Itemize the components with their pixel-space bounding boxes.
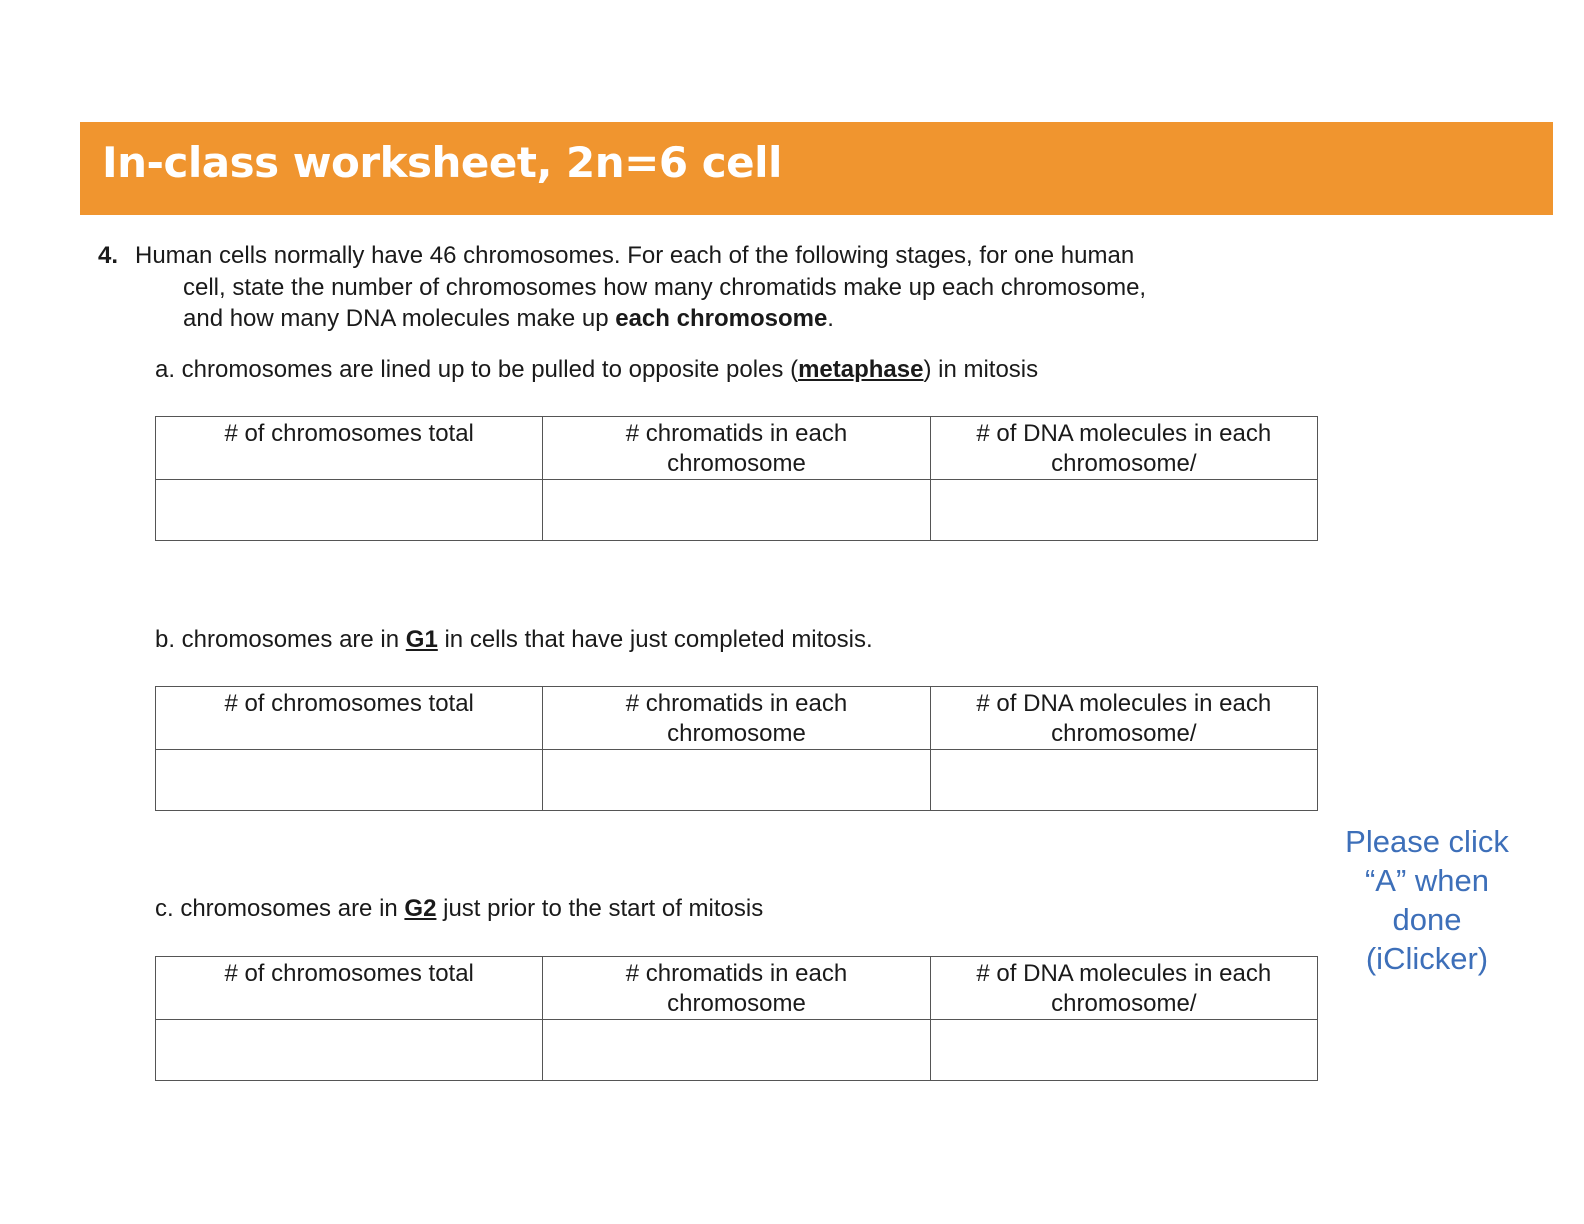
header-chromosomes-total: # of chromosomes total <box>156 957 543 1020</box>
part-c-prefix: c. chromosomes are in <box>155 895 405 922</box>
part-a-keyword: metaphase <box>798 356 924 383</box>
part-c-prompt <box>155 895 763 923</box>
part-a-table <box>155 416 1318 541</box>
part-b-prefix: b. chromosomes are in <box>155 626 406 653</box>
part-a-prompt <box>155 356 1038 384</box>
header-chromosomes-total: # of chromosomes total <box>156 687 543 750</box>
iclicker-note <box>1330 822 1524 978</box>
page-title: In-class worksheet, 2n=6 cell <box>102 138 782 187</box>
answer-cell-chromatids[interactable] <box>543 480 930 541</box>
question-number: 4. <box>98 242 119 269</box>
question-line-3-start: and how many DNA molecules make up <box>183 305 616 332</box>
header-chromatids-each: # chromatids in each chromosome <box>543 417 930 480</box>
part-a-suffix: ) in mitosis <box>923 356 1039 383</box>
part-b-prompt <box>155 626 873 654</box>
table-answer-row <box>156 750 1318 811</box>
question-line-1: Human cells normally have 46 chromosomes. For each of the following stages, for one human <box>135 242 1135 269</box>
answer-cell-chromatids[interactable] <box>543 750 930 811</box>
iclicker-note-line-3: done <box>1392 902 1462 937</box>
iclicker-note-line-1: Please click <box>1345 824 1509 859</box>
answer-cell-dna-molecules[interactable] <box>930 1020 1317 1081</box>
iclicker-note-line-2: “A” when <box>1364 863 1490 898</box>
question-line-2: cell, state the number of chromosomes how many chromatids make up each chromosome, <box>183 273 1147 301</box>
part-a-prefix: a. chromosomes are lined up to be pulled to opposite poles ( <box>155 356 799 383</box>
table-answer-row <box>156 480 1318 541</box>
answer-cell-dna-molecules[interactable] <box>930 480 1317 541</box>
question-line-3-end: . <box>827 305 834 332</box>
part-b-keyword: G1 <box>405 626 438 653</box>
table-header-row <box>156 957 1318 1020</box>
iclicker-note-line-4: (iClicker) <box>1365 941 1489 976</box>
header-chromatids-each: # chromatids in each chromosome <box>543 957 930 1020</box>
part-c-table <box>155 956 1318 1081</box>
answer-cell-chromosomes[interactable] <box>156 480 543 541</box>
table-answer-row <box>156 1020 1318 1081</box>
header-dna-molecules-each: # of DNA molecules in each chromosome/ <box>930 957 1317 1020</box>
answer-cell-chromatids[interactable] <box>543 1020 930 1081</box>
header-chromatids-each: # chromatids in each chromosome <box>543 687 930 750</box>
part-c-suffix: just prior to the start of mitosis <box>436 895 764 922</box>
question-line-3 <box>98 303 1258 335</box>
question-4 <box>98 240 1258 335</box>
part-c-keyword: G2 <box>404 895 437 922</box>
title-banner <box>80 122 1553 215</box>
part-b-suffix: in cells that have just completed mitosis. <box>437 626 873 653</box>
part-b-table <box>155 686 1318 811</box>
header-dna-molecules-each: # of DNA molecules in each chromosome/ <box>930 417 1317 480</box>
table-header-row <box>156 417 1318 480</box>
header-dna-molecules-each: # of DNA molecules in each chromosome/ <box>930 687 1317 750</box>
table-header-row <box>156 687 1318 750</box>
header-chromosomes-total: # of chromosomes total <box>156 417 543 480</box>
answer-cell-chromosomes[interactable] <box>156 1020 543 1081</box>
question-emphasis: each chromosome <box>615 305 828 332</box>
answer-cell-chromosomes[interactable] <box>156 750 543 811</box>
answer-cell-dna-molecules[interactable] <box>930 750 1317 811</box>
